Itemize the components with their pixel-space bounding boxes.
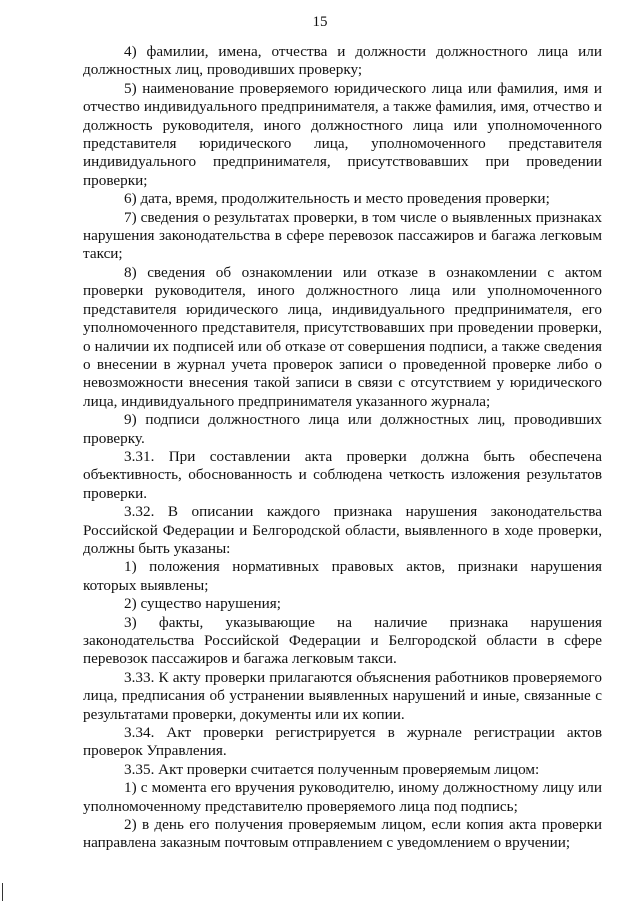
list-item-5: 5) наименование проверяемого юридического лица или фамилия, имя и отчество индивидуального предпринимателя, а также фамилия, имя, отчество и должность руководителя, иного должностного лица или уполномоченного представителя юридического лица, уполномоченного представителя индивидуального предпринимателя, присутствовавших при проведении проверки; bbox=[83, 79, 602, 189]
clause-3-35-item-2: 2) в день его получения проверяемым лицом, если копия акта проверки направлена заказным почтовым отправлением с уведомлением о вручении; bbox=[83, 816, 602, 852]
clause-3-35: 3.35. Акт проверки считается полученным проверяемым лицом: bbox=[124, 760, 540, 778]
clause-3-32: 3.32. В описании каждого признака нарушения законодательства Российской Федерации и Белгородской области, выявленного в ходе проверки, должны быть указаны: bbox=[83, 503, 602, 557]
list-item-6: 6) дата, время, продолжительность и место проведения проверки; bbox=[124, 190, 550, 208]
clause-3-32-item-2: 2) существо нарушения; bbox=[124, 595, 281, 613]
list-item-8: 8) сведения об ознакомлении или отказе в ознакомлении с актом проверки руководителя, иного должностного лица или уполномоченного представителя юридического лица, индивидуального предпринимателя, его уполномоченного представителя, присутствовавших при проведении проверки, о наличии их подписей или об отказе от совершения подписи, а также сведения о внесении в журнал учета проверок записи о проведенной проверке либо о невозможности внесения такой записи в связи с отсутствием у юридического лица, индивидуального предпринимателя указанного журнала; bbox=[83, 263, 602, 410]
scan-edge-mark bbox=[2, 883, 3, 901]
clause-3-32-item-1: 1) положения нормативных правовых актов, признаки нарушения которых выявлены; bbox=[83, 558, 602, 594]
clause-3-33: 3.33. К акту проверки прилагаются объяснения работников проверяемого лица, предписания об устранении выявленных нарушений и иные, связанные с результатами проверки, документы или их копии. bbox=[83, 668, 602, 723]
list-item-7: 7) сведения о результатах проверки, в том числе о выявленных признаках нарушения законодательства в сфере перевозок пассажиров и багажа легковым такси; bbox=[83, 208, 602, 263]
document-body bbox=[83, 43, 602, 853]
clause-3-32-item-3: 3) факты, указывающие на наличие признака нарушения законодательства Российской Федерации и Белгородской области в сфере перевозок пассажиров и багажа легковым такси. bbox=[83, 613, 602, 668]
page-number: 15 bbox=[312, 14, 328, 30]
clause-3-34: 3.34. Акт проверки регистрируется в журнале регистрации актов проверок Управления. bbox=[83, 724, 602, 760]
clause-3-31: 3.31. При составлении акта проверки должна быть обеспечена объективность, обоснованность и соблюдена четкость изложения результатов проверки. bbox=[83, 447, 602, 502]
clause-3-35-item-1: 1) с момента его вручения руководителю, иному должностному лицу или уполномоченному представителю проверяемого лица под подпись; bbox=[83, 779, 602, 815]
list-item-4: 4) фамилии, имена, отчества и должности должностного лица или должностных лиц, проводивших проверку; bbox=[83, 43, 602, 79]
list-item-9: 9) подписи должностного лица или должностных лиц, проводивших проверку. bbox=[83, 411, 602, 447]
